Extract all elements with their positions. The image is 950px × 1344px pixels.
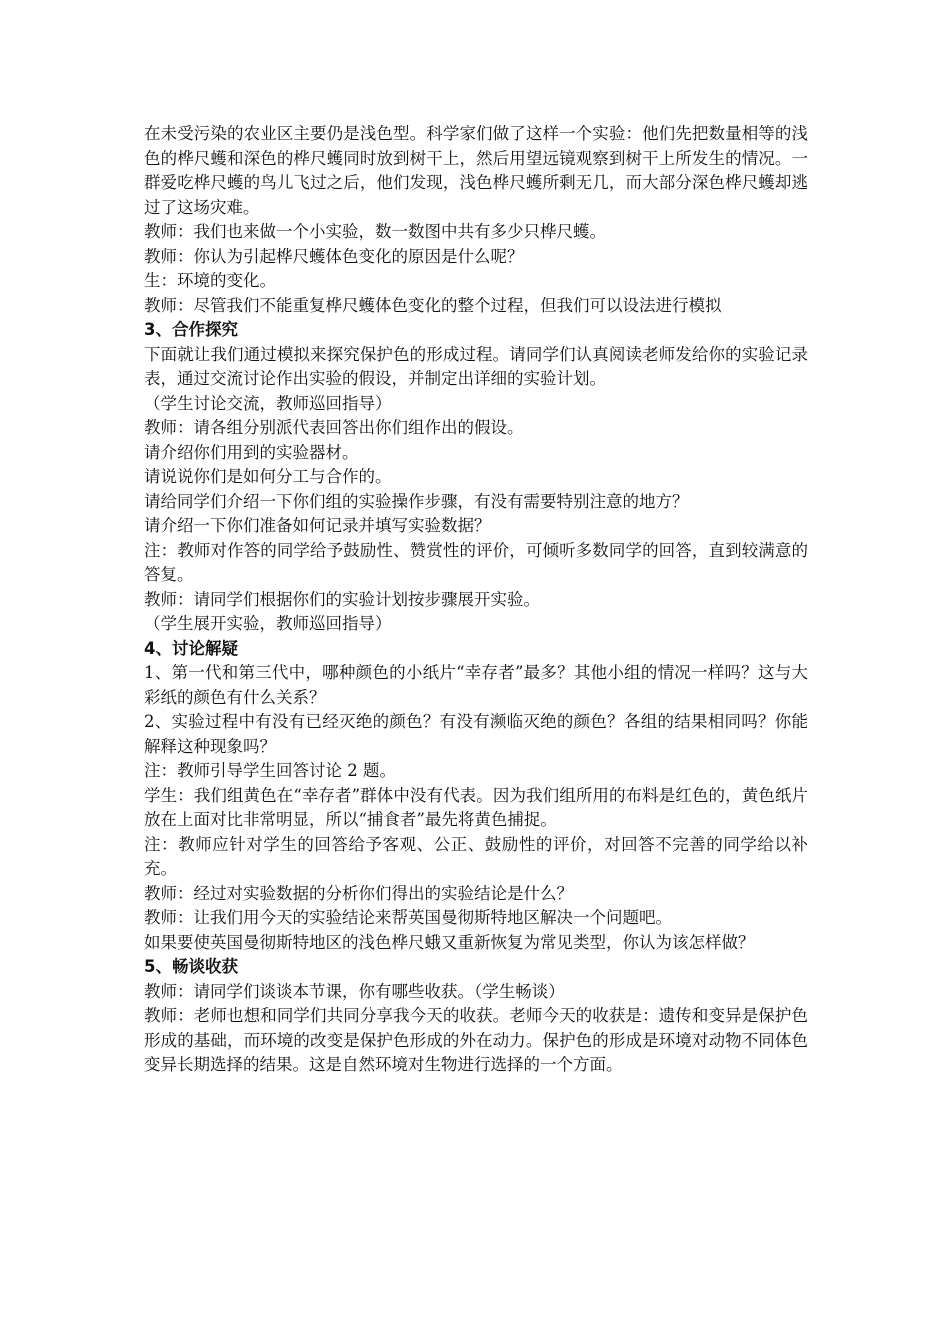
paragraph-manchester-question: 如果要使英国曼彻斯特地区的浅色桦尺蛾又重新恢复为常见类型，你认为该怎样做？	[144, 932, 755, 952]
paragraph-division-of-labor: 请说说你们是如何分工与合作的。	[144, 467, 392, 486]
paragraph-teacher-hypothesis: 教师：请各组分别派代表回答出你们组作出的假设。	[144, 418, 524, 437]
paragraph-teacher-summary: 教师：老师也想和同学们共同分享我今天的收获。老师今天的收获是：遗传和变异是保护色形成的基础，而环境的改变是保护色形成的外在动力。保护色的形成是环境对动物不同体色变异长期选择的结果。这是自然环境对生物进行选择的一个方面。	[144, 1006, 808, 1074]
paragraph-teacher-start-experiment: 教师：请同学们根据你们的实验计划按步骤展开实验。	[144, 589, 540, 609]
document-page	[144, 122, 808, 1078]
paragraph-note-supplement: 注：教师应针对学生的回答给予客观、公正、鼓励性的评价，对回答不完善的同学给以补充。	[144, 834, 808, 878]
heading-discussion: 4、讨论解疑	[144, 638, 238, 658]
paragraph-student-discussion-note: （学生讨论交流，教师巡回指导）	[144, 393, 392, 413]
paragraph-note-guide: 注：教师引导学生回答讨论 2 题。	[144, 761, 396, 780]
paragraph-simulation-intro: 下面就让我们通过模拟来探究保护色的形成过程。请同学们认真阅读老师发给你的实验记录表，通过交流讨论作出实验的假设，并制定出详细的实验计划。	[144, 344, 808, 388]
paragraph-operation-steps: 请给同学们介绍一下你们组的实验操作步骤，有没有需要特别注意的地方？	[144, 491, 689, 511]
paragraph-student-answer-environment: 生：环境的变化。	[144, 271, 276, 290]
paragraph-teacher-harvest: 教师：请同学们谈谈本节课，你有哪些收获。（学生畅谈）	[144, 981, 565, 1001]
paragraph-teacher-simulation: 教师：尽管我们不能重复桦尺蠖体色变化的整个过程，但我们可以设法进行模拟	[144, 295, 722, 315]
paragraph-peppered-moth-experiment: 在未受污染的农业区主要仍是浅色型。科学家们做了这样一个实验：他们先把数量相等的浅色的桦尺蠖和深色的桦尺蠖同时放到树干上，然后用望远镜观察到树干上所发生的情况。一群爱吃桦尺蠖的鸟儿飞过之后，他们发现，浅色桦尺蠖所剩无几，而大部分深色桦尺蠖却逃过了这场灾难。	[144, 124, 808, 217]
heading-harvest: 5、畅谈收获	[144, 957, 238, 976]
heading-cooperative-inquiry: 3、合作探究	[144, 320, 238, 339]
paragraph-teacher-manchester: 教师：让我们用今天的实验结论来帮英国曼彻斯特地区解决一个问题吧。	[144, 908, 672, 927]
paragraph-teacher-count-moths: 教师：我们也来做一个小实验，数一数图中共有多少只桦尺蠖。	[144, 222, 606, 241]
paragraph-equipment: 请介绍你们用到的实验器材。	[144, 442, 359, 462]
paragraph-note-evaluation: 注：教师对作答的同学给予鼓励性、赞赏性的评价，可倾听多数同学的回答，直到较满意的答复。	[144, 540, 808, 584]
paragraph-question-2: 2、实验过程中有没有已经灭绝的颜色？有没有濒临灭绝的颜色？各组的结果相同吗？你能解释这种现象吗？	[144, 712, 808, 756]
paragraph-teacher-question-cause: 教师：你认为引起桦尺蠖体色变化的原因是什么呢？	[144, 246, 524, 266]
paragraph-teacher-conclusion: 教师：经过对实验数据的分析你们得出的实验结论是什么？	[144, 883, 573, 903]
paragraph-question-1: 1、第一代和第三代中，哪种颜色的小纸片“幸存者”最多？其他小组的情况一样吗？这与大彩纸的颜色有什么关系？	[144, 663, 808, 707]
paragraph-student-experiment-note: （学生展开实验，教师巡回指导）	[144, 614, 392, 633]
paragraph-student-yellow: 学生：我们组黄色在“幸存者”群体中没有代表。因为我们组所用的布料是红色的，黄色纸片放在上面对比非常明显，所以“捕食者”最先将黄色捕捉。	[144, 785, 808, 829]
paragraph-record-data: 请介绍一下你们准备如何记录并填写实验数据？	[144, 516, 491, 535]
